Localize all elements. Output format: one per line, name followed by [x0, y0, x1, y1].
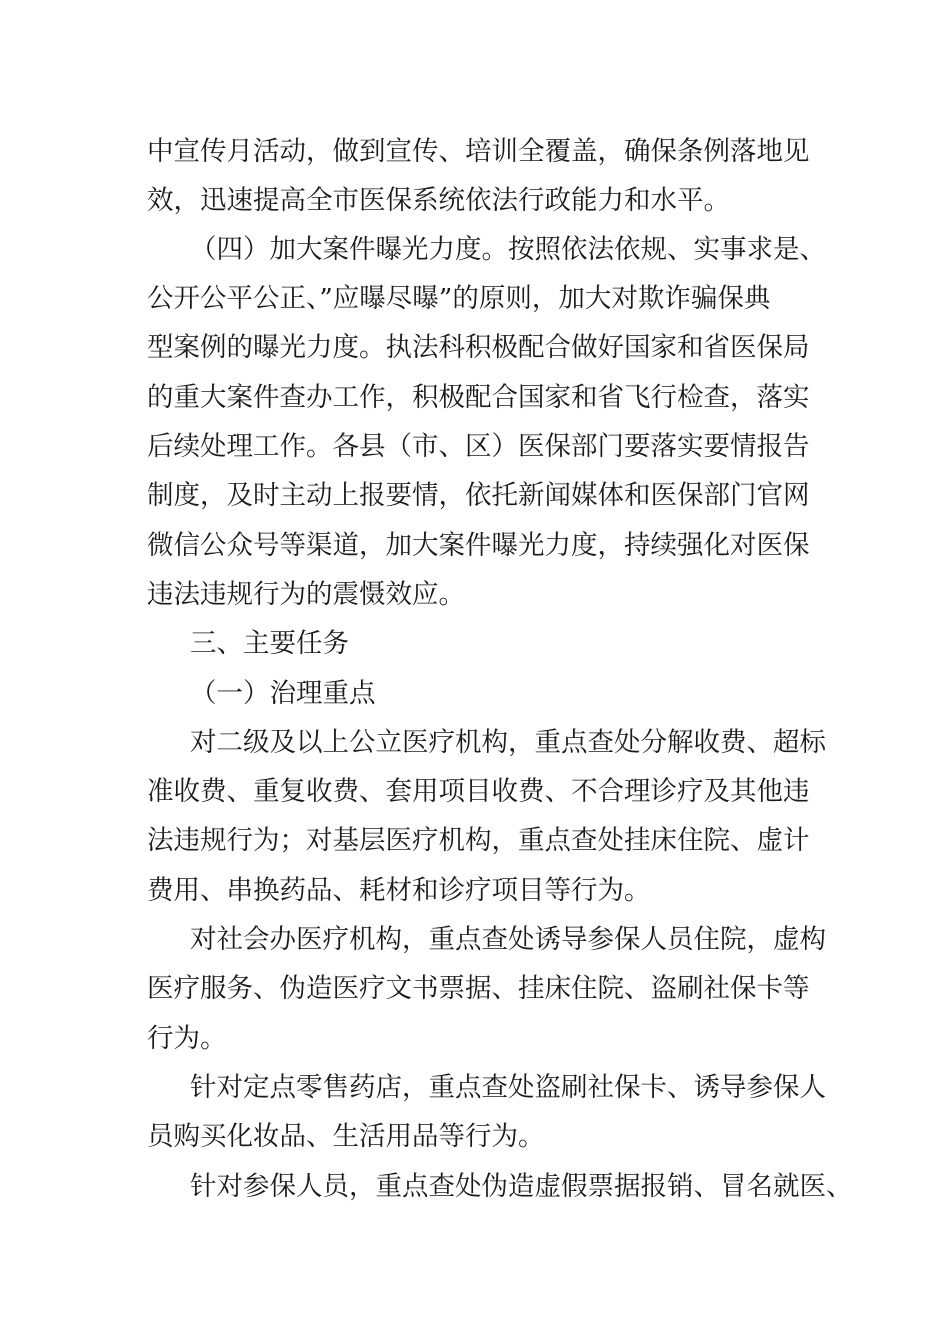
text-line-13: 对二级及以上公立医疗机构，重点查处分解收费、超标: [190, 727, 826, 758]
text-line-16: 费用、串换药品、耗材和诊疗项目等行为。: [147, 875, 651, 906]
text-line-7: 后续处理工作。各县（市、区）医保部门要落实要情报告: [147, 431, 810, 462]
text-line-6: 的重大案件查办工作，积极配合国家和省飞行检查，落实: [147, 382, 810, 413]
text-line-21: 员购买化妆品、生活用品等行为。: [147, 1121, 545, 1152]
text-line-4: 公开公平公正、”应曝尽曝”的原则，加大对欺诈骗保典: [147, 283, 771, 314]
text-line-8: 制度，及时主动上报要情，依托新闻媒体和医保部门官网: [147, 480, 810, 511]
text-line-22: 针对参保人员，重点查处伪造虚假票据报销、冒名就医、: [190, 1171, 853, 1202]
text-line-18: 医疗服务、伪造医疗文书票据、挂床住院、盗刷社保卡等: [147, 973, 810, 1004]
text-line-20: 针对定点零售药店，重点查处盗刷社保卡、诱导参保人: [190, 1072, 826, 1103]
subsection-heading: （一）治理重点: [190, 678, 376, 709]
text-line-17: 对社会办医疗机构，重点查处诱导参保人员住院，虚构: [190, 924, 826, 955]
text-line-15: 法违规行为；对基层医疗机构，重点查处挂床住院、虚计: [147, 825, 810, 856]
text-line-5: 型案例的曝光力度。执法科积极配合做好国家和省医保局: [147, 332, 810, 363]
text-line-2: 效，迅速提高全市医保系统依法行政能力和水平。: [147, 185, 730, 216]
text-line-9: 微信公众号等渠道，加大案件曝光力度，持续强化对医保: [147, 530, 810, 561]
text-line-14: 准收费、重复收费、套用项目收费、不合理诊疗及其他违: [147, 776, 810, 807]
text-line-3: （四）加大案件曝光力度。按照依法依规、实事求是、: [190, 234, 826, 265]
text-line-19: 行为。: [147, 1023, 227, 1054]
text-line-10: 违法违规行为的震慑效应。: [147, 579, 465, 610]
section-heading: 三、主要任务: [190, 628, 349, 659]
text-line-1: 中宣传月活动，做到宣传、培训全覆盖，确保条例落地见: [147, 136, 810, 167]
